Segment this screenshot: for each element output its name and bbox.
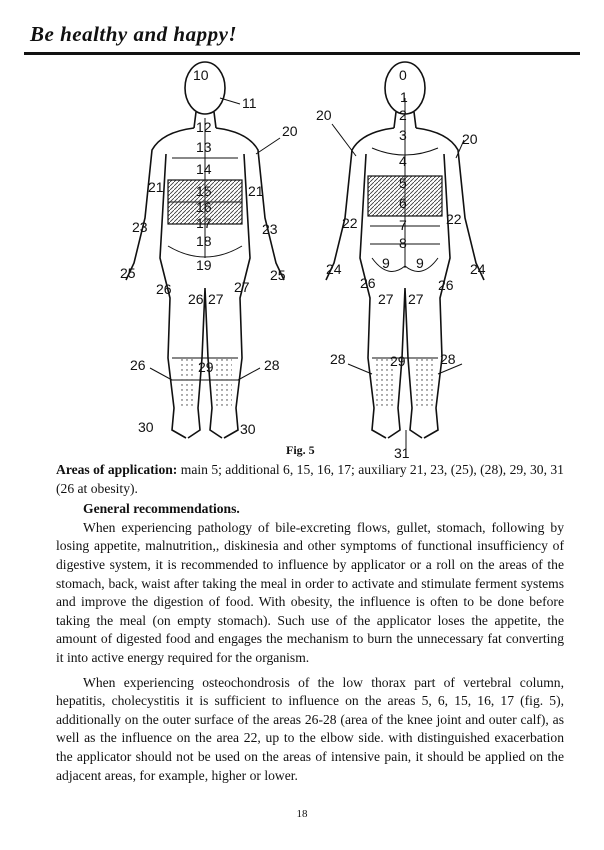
front-dotted-left-shin (178, 358, 196, 408)
back-label: 27 (408, 291, 424, 307)
back-label: 24 (470, 261, 486, 277)
recommendations-title: General recommendations. (83, 501, 240, 517)
front-label: 27 (208, 291, 224, 307)
body-text (56, 461, 564, 785)
back-label: 20 (316, 107, 332, 123)
back-label: 28 (440, 351, 456, 367)
back-label: 0 (399, 67, 407, 83)
front-label: 18 (196, 233, 212, 249)
header-rule (24, 52, 580, 55)
back-label: 28 (330, 351, 346, 367)
back-label: 31 (394, 445, 410, 458)
front-label: 21 (148, 179, 164, 195)
paragraph: When experiencing osteochondrosis of the low thorax part of vertebral column, hepatitis, cholecystitis it is sufficient to influence on the areas 5, 6, 15, 16, 17 (fig. 5), additionally on the outer surface of the areas 26-28 (area of the knee joint and outer calf), as well as the influence on the area 22, up to the elbow side. with distinguished exacerbation the applicator should not be used on the areas of intensive pain, it should be applied on the adjacent areas, for example, higher or lower. (56, 674, 564, 783)
back-label: 4 (399, 153, 407, 169)
page-header (24, 18, 580, 58)
back-label: 9 (382, 255, 390, 271)
paragraph: When experiencing pathology of bile-excreting flows, gullet, stomach, following by losing appetite, malnutrition,, diskinesia and other symptoms of functional insufficiency of digestive system, it is recommended to influence by applicator or a roll on the areas of the stomach, back, waist after taking the meal in order to activate and stimulate ferment systems and improve the digestion of food. With obesity, the influence is often to be done before taking the meal (on empty stomach). Such use of the applicator loses the appetite, the amount of digested food and engages the mechanism to burn the unnecessary fat converting it into active energy required for the organism. (56, 519, 564, 665)
front-label: 26 (130, 357, 146, 373)
back-label: 6 (399, 195, 407, 211)
front-label: 25 (120, 265, 136, 281)
back-label: 27 (378, 291, 394, 307)
front-label: 30 (138, 419, 154, 435)
front-label: 14 (196, 161, 212, 177)
front-label: 13 (196, 139, 212, 155)
front-label: 25 (270, 267, 286, 283)
back-label: 5 (399, 175, 407, 191)
front-label: 26 (156, 281, 172, 297)
back-label: 24 (326, 261, 342, 277)
back-label: 22 (446, 211, 462, 227)
front-label: 15 (196, 183, 212, 199)
areas-lead: Areas of application: (56, 462, 178, 477)
back-label: 2 (399, 107, 407, 123)
back-label: 20 (462, 131, 478, 147)
front-labels (120, 67, 298, 437)
front-label: 12 (196, 119, 212, 135)
back-label: 9 (416, 255, 424, 271)
front-label: 19 (196, 257, 212, 273)
back-dotted-right-calf (414, 358, 434, 408)
front-label: 20 (282, 123, 298, 139)
front-label: 27 (234, 279, 250, 295)
front-label: 17 (196, 215, 212, 231)
page-number: 18 (296, 808, 308, 820)
back-label: 8 (399, 235, 407, 251)
front-label: 29 (198, 359, 214, 375)
back-label: 29 (390, 353, 406, 369)
front-pointers (150, 98, 280, 380)
front-dotted-right-shin (214, 358, 232, 408)
front-label: 21 (248, 183, 264, 199)
areas-text: main 5; additional 6, 15, 16, 17; auxiliary 21, 23, (25), (28), 29, 30, 31 (26 at obesity). (56, 462, 564, 496)
back-label: 26 (438, 277, 454, 293)
front-label: 23 (132, 219, 148, 235)
front-label: 10 (193, 67, 209, 83)
front-label: 30 (240, 421, 256, 437)
front-label: 26 (188, 291, 204, 307)
back-label: 26 (360, 275, 376, 291)
front-label: 28 (264, 357, 280, 373)
back-label: 22 (342, 215, 358, 231)
areas-of-application (56, 461, 564, 498)
back-label: 7 (399, 217, 407, 233)
header-title: Be healthy and happy! (30, 22, 238, 46)
body-diagram (90, 58, 520, 458)
front-label: 23 (262, 221, 278, 237)
front-label: 16 (196, 199, 212, 215)
front-label: 11 (242, 95, 257, 111)
figure-5 (90, 58, 520, 458)
figure-caption: Fig. 5 (286, 443, 315, 457)
back-labels (316, 67, 486, 458)
back-label: 1 (400, 89, 408, 105)
back-label: 3 (399, 127, 407, 143)
